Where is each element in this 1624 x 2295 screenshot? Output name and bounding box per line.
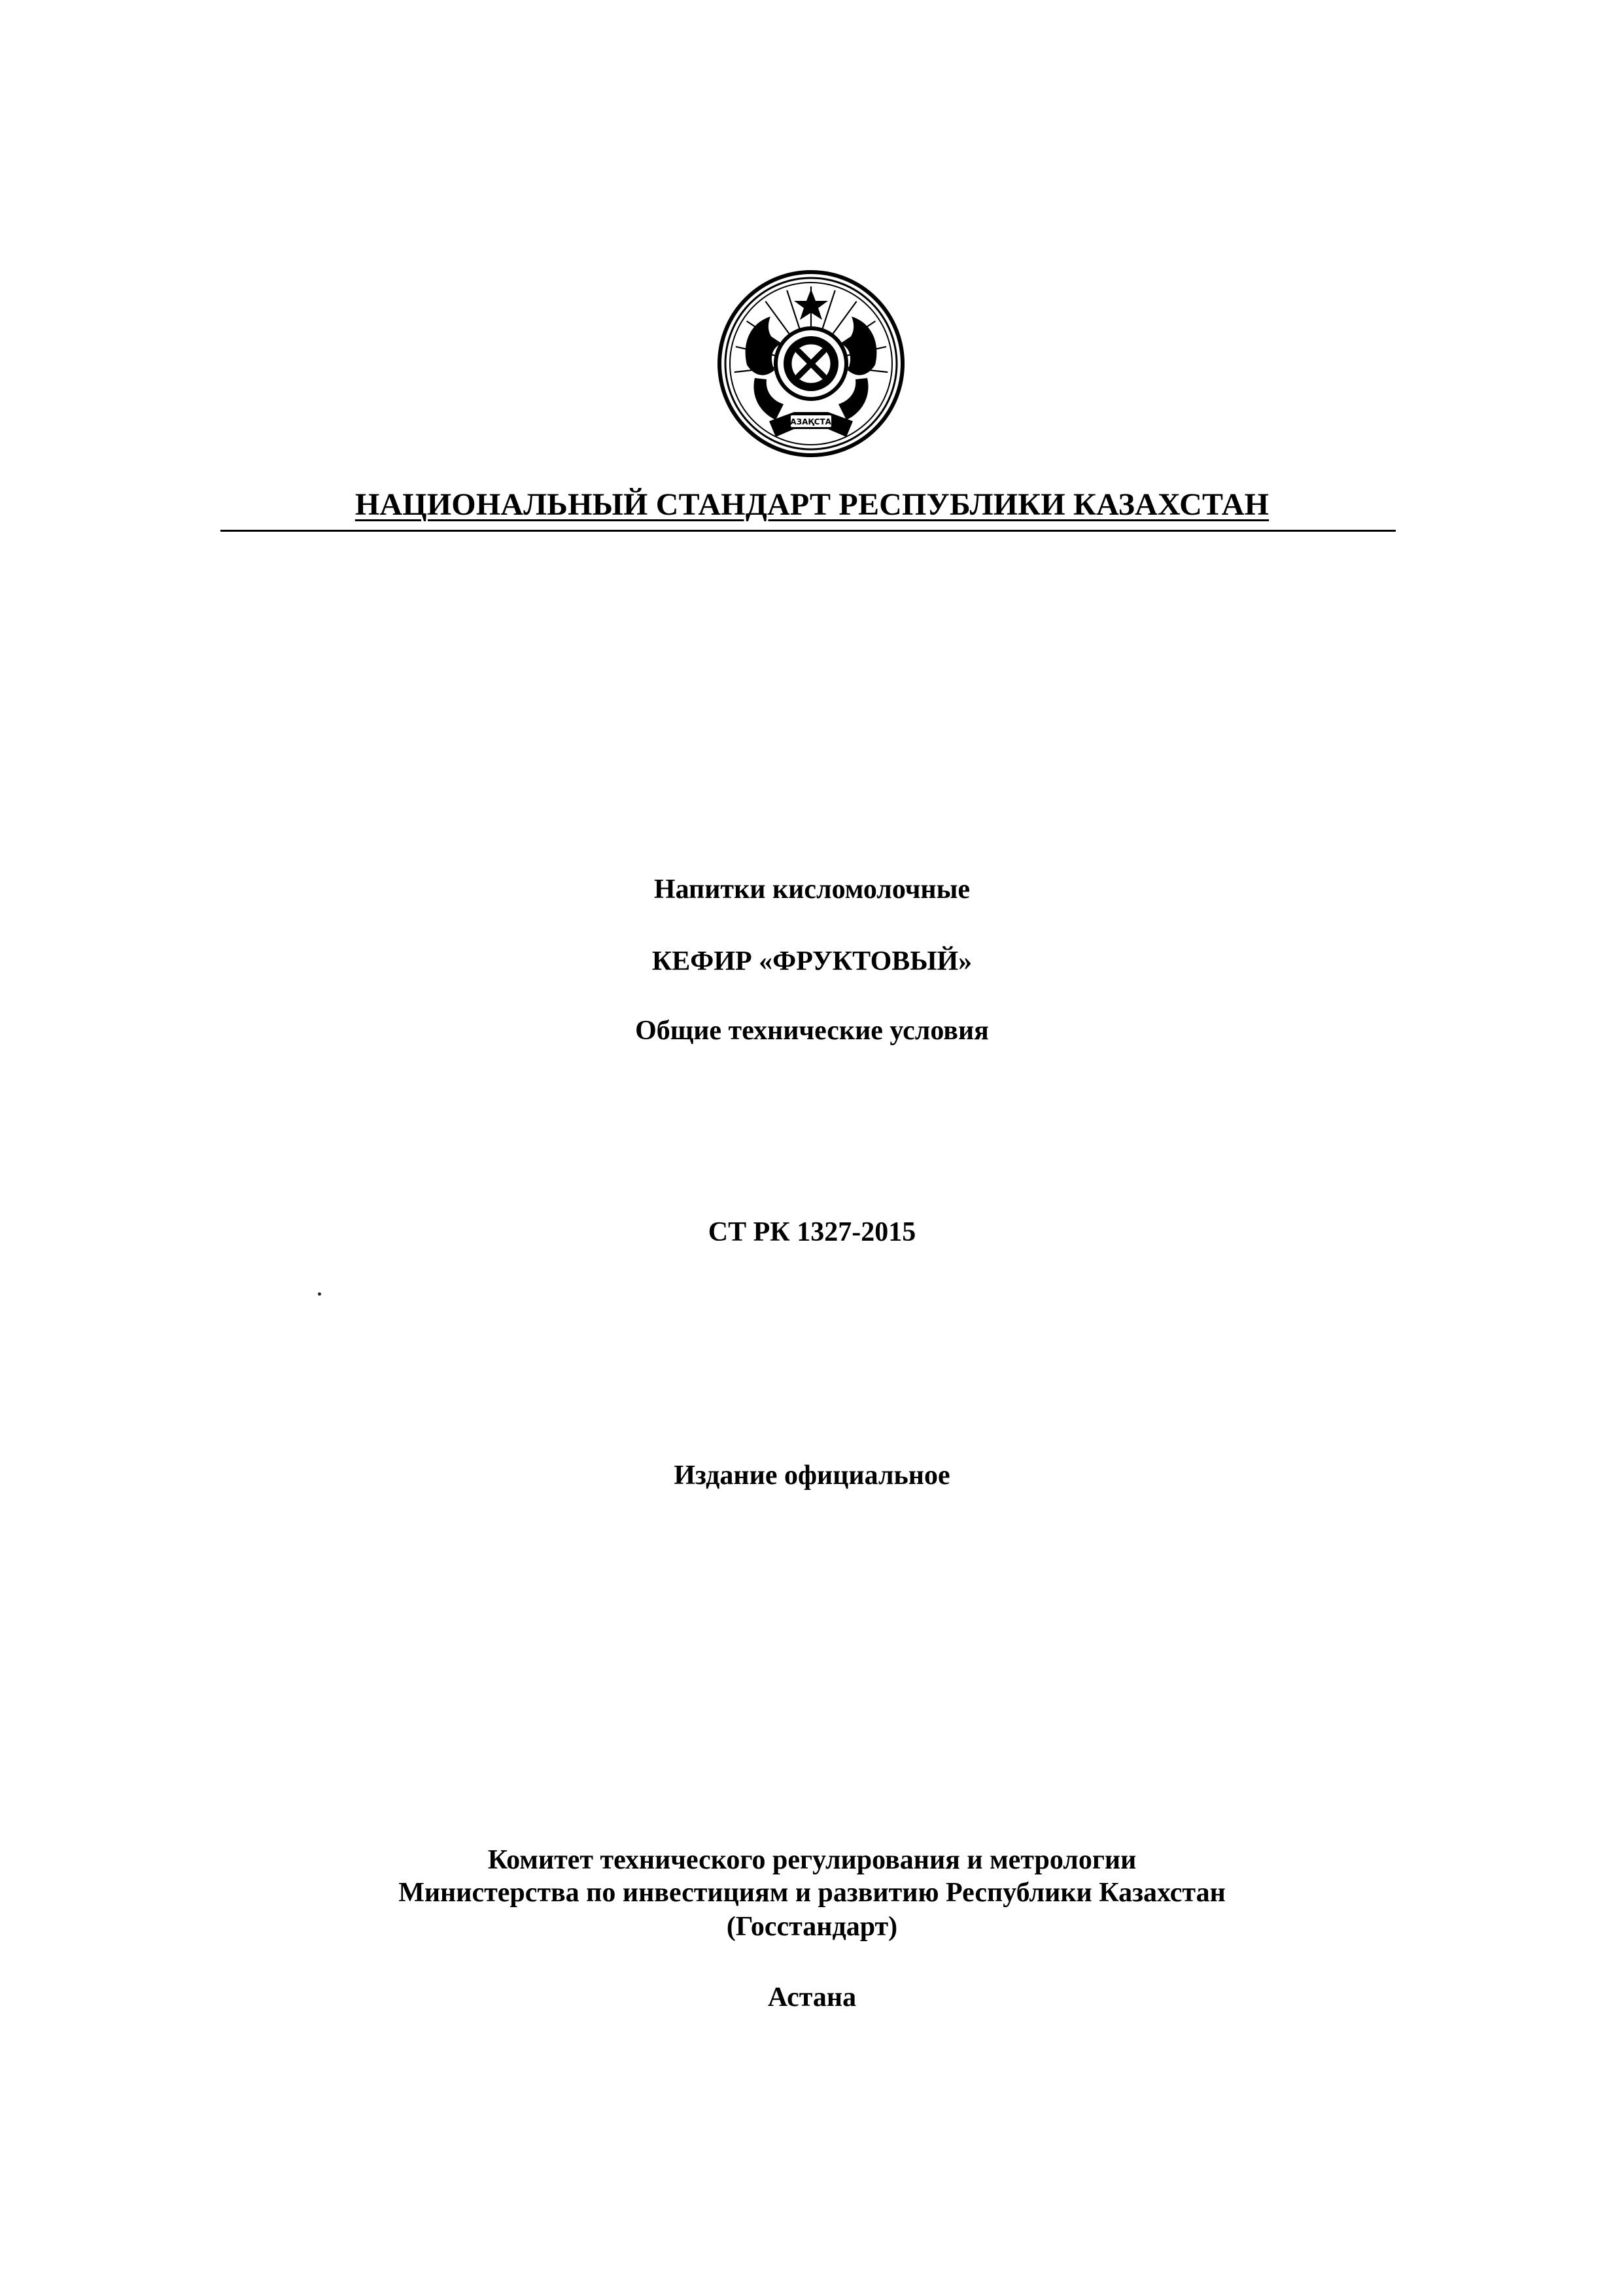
kazakhstan-state-emblem-icon <box>716 267 907 463</box>
publisher-line-1: Комитет технического регулирования и метрологии <box>487 1845 1137 1875</box>
scan-speck <box>318 1292 321 1296</box>
publisher-line-2: Министерства по инвестициям и развитию Республики Казахстан <box>398 1878 1226 1908</box>
document-category: Напитки кисломолочные <box>653 874 971 905</box>
standard-header-title <box>0 485 1624 525</box>
document-subtitle: Общие технические условия <box>635 1016 989 1046</box>
publisher-line-3: (Госстандарт) <box>726 1912 898 1942</box>
document-designation: СТ РК 1327-2015 <box>708 1217 916 1247</box>
emblem-ribbon-text: ҚАЗАҚСТАН <box>784 417 838 426</box>
header-divider <box>220 530 1396 532</box>
edition-label: Издание официальное <box>674 1460 950 1491</box>
header-title-text: НАЦИОНАЛЬНЫЙ СТАНДАРТ РЕСПУБЛИКИ КАЗАХСТАН <box>354 487 1270 522</box>
publication-city: Астана <box>767 1982 857 2012</box>
document-product-title: КЕФИР «ФРУКТОВЫЙ» <box>651 946 973 976</box>
